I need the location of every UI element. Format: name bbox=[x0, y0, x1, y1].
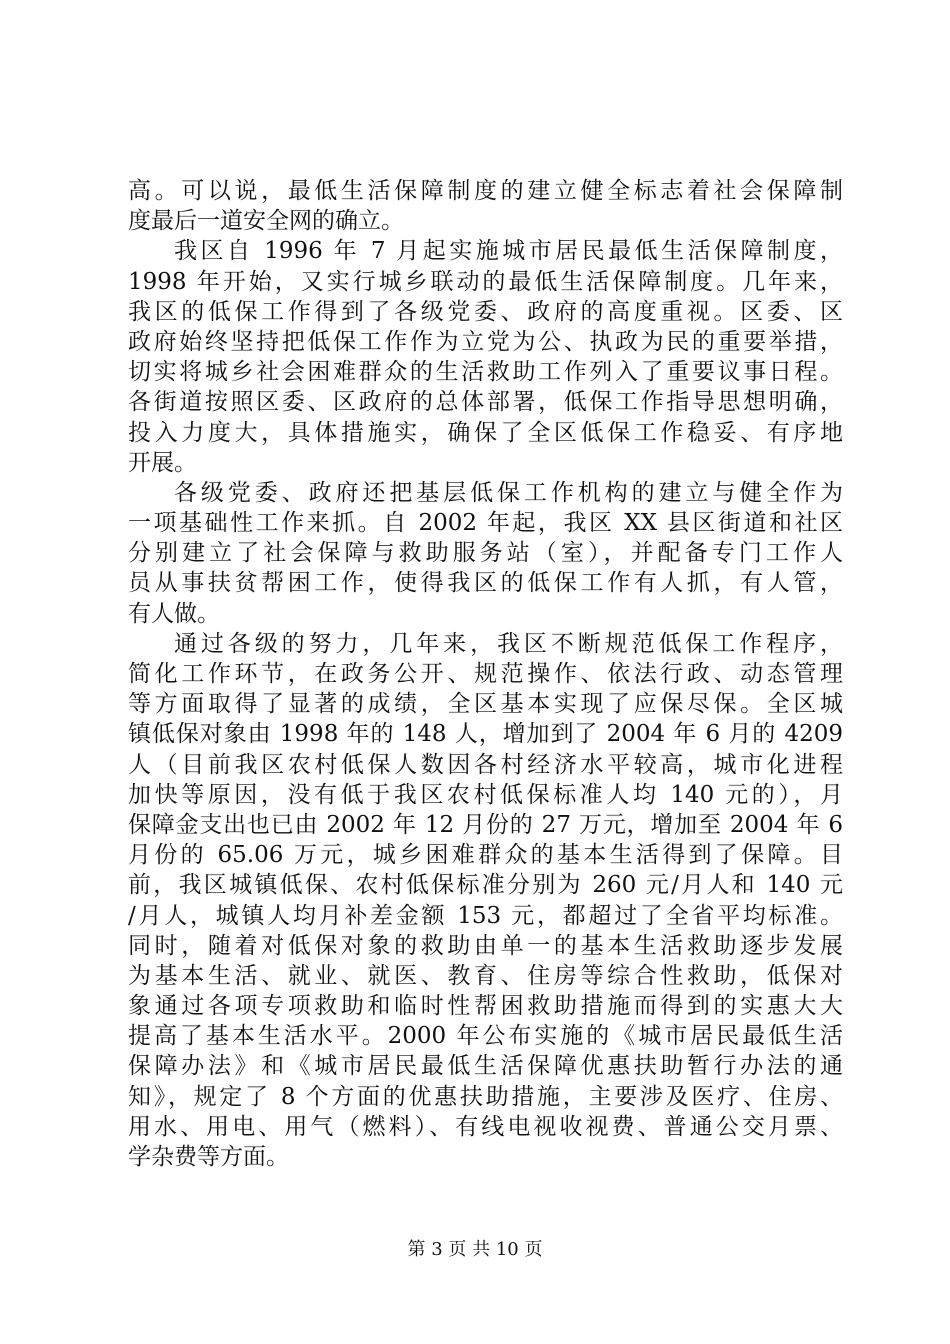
text-line: 提高了基本生活水平。2000 年公布实施的《城市居民最低生活 bbox=[128, 1023, 843, 1050]
text-line: 用水、用电、用气（燃料）、有线电视收视费、普通公交月票、 bbox=[128, 1113, 843, 1140]
text-line: 我区的低保工作得到了各级党委、政府的高度重视。区委、区 bbox=[128, 298, 843, 325]
text-line: 为基本生活、就业、就医、教育、住房等综合性救助，低保对 bbox=[128, 962, 843, 989]
text-line: 简化工作环节，在政务公开、规范操作、依法行政、动态管理 bbox=[128, 661, 843, 687]
text-line: /月人，城镇人均月补差金额 153 元，都超过了全省平均标准。 bbox=[128, 902, 843, 929]
text-line: 通过各级的努力，几年来，我区不断规范低保工作程序， bbox=[174, 630, 843, 657]
text-line: 月份的 65.06 万元，城乡困难群众的基本生活得到了保障。目 bbox=[128, 842, 843, 869]
text-line: 象通过各项专项救助和临时性帮困救助措施而得到的实惠大大 bbox=[128, 993, 843, 1020]
text-line: 我区自 1996 年 7 月起实施城市居民最低生活保障制度， bbox=[174, 238, 843, 265]
text-line: 政府始终坚持把低保工作作为立党为公、执政为民的重要举措， bbox=[128, 328, 843, 355]
text-line: 1998 年开始，又实行城乡联动的最低生活保障制度。几年来， bbox=[128, 268, 843, 295]
text-line: 镇低保对象由 1998 年的 148 人，增加到了 2004 年 6 月的 4209 bbox=[128, 721, 843, 748]
page-footer: 第 3 页 共 10 页 bbox=[407, 1239, 543, 1260]
text-line: 人（目前我区农村低保人数因各村经济水平较高，城市化进程 bbox=[128, 751, 843, 778]
text-line: 加快等原因，没有低于我区农村低保标准人均 140 元的），月 bbox=[128, 781, 843, 808]
text-line: 各级党委、政府还把基层低保工作机构的建立与健全作为 bbox=[174, 479, 843, 506]
text-line: 员从事扶贫帮困工作，使得我区的低保工作有人抓，有人管， bbox=[128, 570, 843, 597]
text-line: 知》，规定了 8 个方面的优惠扶助措施，主要涉及医疗、住房、 bbox=[128, 1083, 843, 1110]
text-line: 前，我区城镇低保、农村低保标准分别为 260 元/月人和 140 元 bbox=[128, 872, 843, 899]
text-line: 切实将城乡社会困难群众的生活救助工作列入了重要议事日程。 bbox=[128, 359, 843, 386]
text-line: 高。可以说，最低生活保障制度的建立健全标志着社会保障制 bbox=[128, 178, 843, 204]
text-line: 有人做。 bbox=[128, 600, 220, 627]
text-line: 等方面取得了显著的成绩，全区基本实现了应保尽保。全区城 bbox=[128, 691, 843, 718]
text-line: 一项基础性工作来抓。自 2002 年起，我区 XX 县区街道和社区 bbox=[128, 510, 843, 537]
text-line: 学杂费等方面。 bbox=[128, 1144, 289, 1170]
text-line: 投入力度大，具体措施实，确保了全区低保工作稳妥、有序地 bbox=[128, 419, 843, 446]
text-line: 度最后一道安全网的确立。 bbox=[128, 208, 404, 235]
text-line: 各街道按照区委、区政府的总体部署，低保工作指导思想明确， bbox=[128, 389, 843, 416]
body-text bbox=[128, 176, 843, 1172]
text-line: 保障金支出也已由 2002 年 12 月份的 27 万元，增加至 2004 年 6 bbox=[128, 811, 843, 838]
text-line: 开展。 bbox=[128, 449, 197, 476]
text-line: 同时，随着对低保对象的救助由单一的基本生活救助逐步发展 bbox=[128, 932, 843, 959]
text-line: 分别建立了社会保障与救助服务站（室），并配备专门工作人 bbox=[128, 540, 843, 567]
text-line: 保障办法》和《城市居民最低生活保障优惠扶助暂行办法的通 bbox=[128, 1053, 843, 1080]
